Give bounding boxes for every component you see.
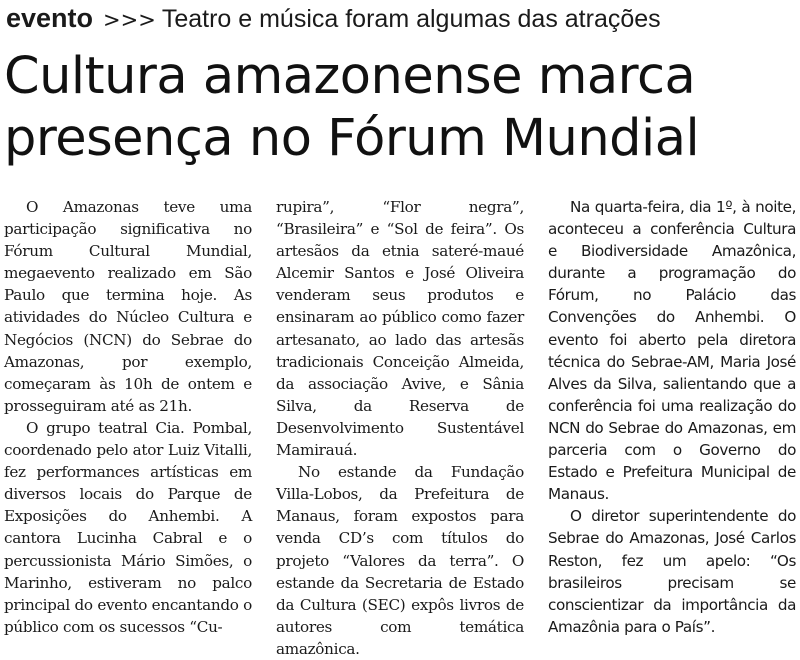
paragraph-continued: rupira”, “Flor negra”, “Brasileira” e “Sol de feira”. Os artesãos da etnia sateré-maué Alcemir Santos e José Oliveira venderam seus produtos e ensinaram ao público como fazer artesanato, ao lado das artesãs tradicionais Conceição Almeida, da associação Avive, e Sânia Silva, da Reserva de Desenvolvimento Sustentável Mamirauá. bbox=[276, 198, 524, 460]
section-tag: evento bbox=[6, 3, 94, 33]
article-column-2 bbox=[276, 196, 524, 660]
paragraph: Na quarta-feira, dia 1º, à noite, aconteceu a conferência Cultura e Biodiversidade Amazônica, durante a programação do Fórum, no Palácio das Convenções do Anhembi. O evento foi aberto pela diretora técnica do Sebrae-AM, Maria José Alves da Silva, salientando que a conferência foi uma realização do NCN do Sebrae do Amazonas, em parceria com o Governo do Estado e Prefeitura Municipal de Manaus. bbox=[548, 198, 796, 504]
kicker bbox=[6, 2, 796, 36]
article-column-3 bbox=[548, 196, 796, 638]
kicker-text: Teatro e música foram algumas das atrações bbox=[161, 5, 661, 33]
paragraph: O grupo teatral Cia. Pombal, coordenado pelo ator Luiz Vitalli, fez performances artísticas em diversos locais do Parque de Exposições do Anhembi. A cantora Lucinha Cabral e o percussionista Mário Simões, o Marinho, estiveram no palco principal do evento encantando o público com os sucessos “Cu- bbox=[4, 418, 252, 636]
paragraph: O diretor superintendente do Sebrae do Amazonas, José Carlos Reston, fez um apelo: “Os brasileiros precisam se conscientizar da importância da Amazônia para o País”. bbox=[548, 507, 796, 636]
headline-line-1: Cultura amazonense marca bbox=[4, 47, 696, 106]
headline-line-2: presença no Fórum Mundial bbox=[4, 109, 700, 168]
kicker-arrows: >>> bbox=[103, 8, 156, 32]
paragraph: No estande da Fundação Villa-Lobos, da Prefeitura de Manaus, foram expostos para venda CD’s com títulos do projeto “Valores da terra”. O estande da Secretaria de Estado da Cultura (SEC) expôs livros de autores com temática amazônica. bbox=[276, 463, 524, 658]
article-column-1 bbox=[4, 196, 252, 638]
paragraph: O Amazonas teve uma participação significativa no Fórum Cultural Mundial, megaevento realizado em São Paulo que termina hoje. As atividades do Núcleo Cultura e Negócios (NCN) do Sebrae do Amazonas, por exemplo, começaram às 10h de ontem e prosseguiram até as 21h. bbox=[4, 198, 252, 415]
headline bbox=[4, 46, 796, 170]
